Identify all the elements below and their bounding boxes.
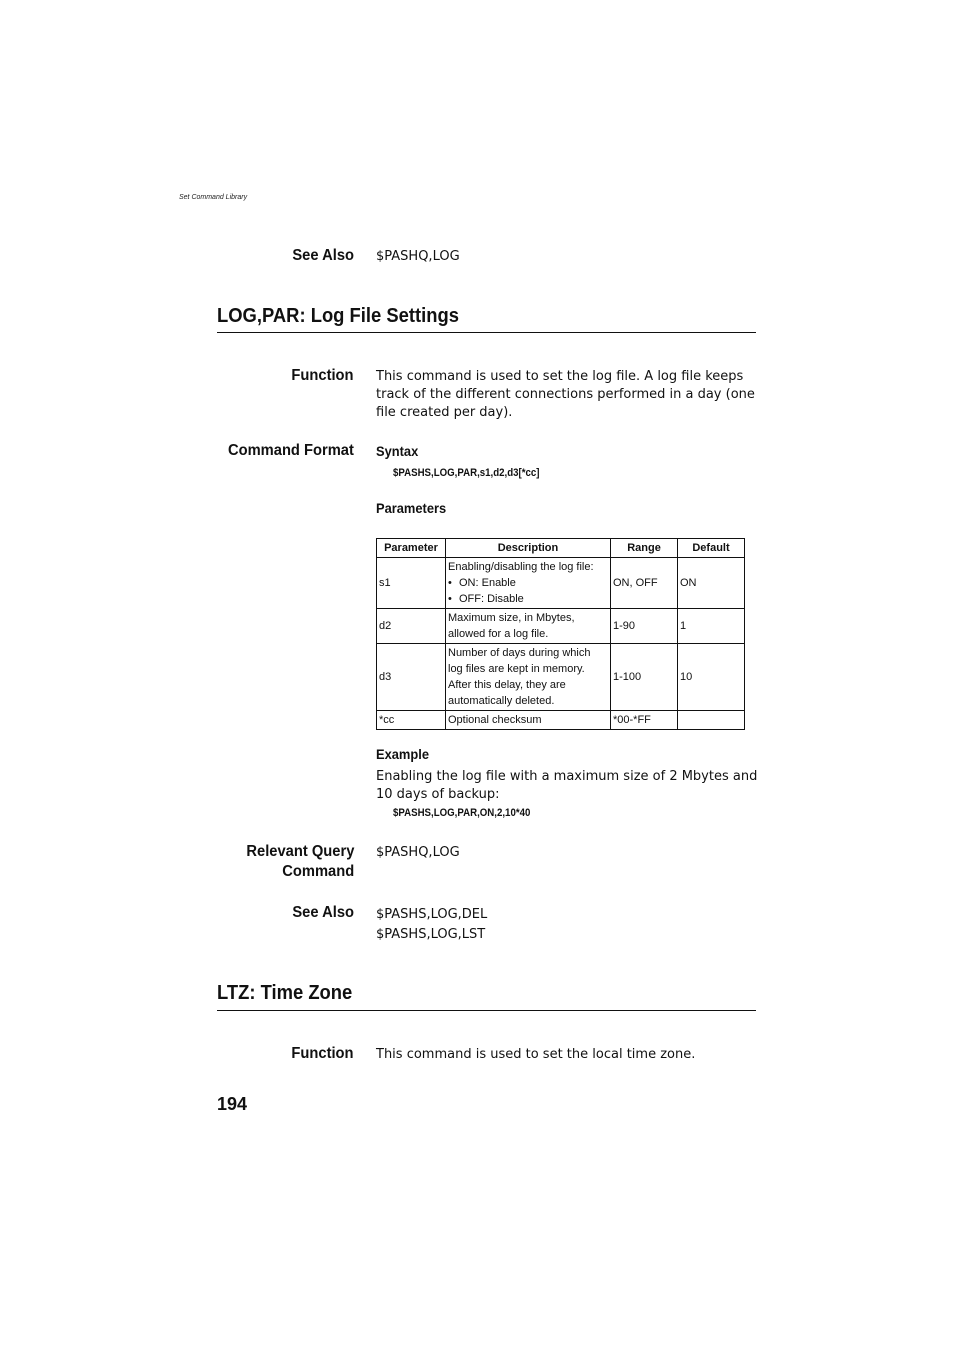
range-cell: *00-*FF xyxy=(611,711,678,730)
description-text: Enabling/disabling the log file: xyxy=(448,561,594,573)
see-also-label: See Also xyxy=(292,904,354,921)
table-row xyxy=(377,558,745,609)
table-header-cell: Parameter xyxy=(377,539,446,558)
see-also-item: $PASHS,LOG,DEL xyxy=(376,907,488,922)
relevant-query-label-line2: Command xyxy=(282,863,354,880)
function-text-ltz: This command is used to set the local time zone. xyxy=(376,1047,696,1062)
range-cell: 1-100 xyxy=(611,644,678,711)
syntax-heading: Syntax xyxy=(376,443,419,459)
function-label-ltz: Function xyxy=(291,1045,354,1062)
table-header-cell: Range xyxy=(611,539,678,558)
default-cell: 10 xyxy=(678,644,745,711)
top-see-also-value: $PASHQ,LOG xyxy=(376,249,460,264)
range-cell: 1-90 xyxy=(611,609,678,644)
command-format-label: Command Format xyxy=(228,442,354,459)
default-cell: 1 xyxy=(678,609,745,644)
top-see-also-label: See Also xyxy=(292,247,354,264)
description-cell: Maximum size, in Mbytes, allowed for a log file. xyxy=(446,609,611,644)
table-header-cell: Description xyxy=(446,539,611,558)
bullet-item: • OFF: Disable xyxy=(448,591,608,607)
see-also-item: $PASHS,LOG,LST xyxy=(376,927,486,942)
example-code: $PASHS,LOG,PAR,ON,2,10*40 xyxy=(393,807,531,819)
see-also-values xyxy=(376,905,758,945)
parameters-heading: Parameters xyxy=(376,500,447,516)
param-cell: *cc xyxy=(377,711,446,730)
syntax-code: $PASHS,LOG,PAR,s1,d2,d3[*cc] xyxy=(393,467,540,479)
range-cell: ON, OFF xyxy=(611,558,678,609)
page-number: 194 xyxy=(217,1094,248,1114)
example-text: Enabling the log file with a maximum size of 2 Mbytes and 10 days of backup: xyxy=(376,769,758,802)
section-rule xyxy=(217,332,756,333)
description-bullets xyxy=(448,575,608,607)
relevant-query-value: $PASHQ,LOG xyxy=(376,845,460,860)
function-label: Function xyxy=(291,367,354,384)
description-cell: Optional checksum xyxy=(446,711,611,730)
param-cell: s1 xyxy=(377,558,446,609)
param-cell: d3 xyxy=(377,644,446,711)
section-title-log-par: LOG,PAR: Log File Settings xyxy=(217,305,459,327)
bullet-item: • ON: Enable xyxy=(448,575,608,591)
description-cell: Number of days during which log files are kept in memory. After this delay, they are automatically deleted. xyxy=(446,644,611,711)
table-row xyxy=(377,644,745,711)
description-cell xyxy=(446,558,611,609)
example-heading: Example xyxy=(376,746,429,762)
section-title-ltz: LTZ: Time Zone xyxy=(217,982,353,1004)
table-header-row xyxy=(377,539,745,558)
table-row xyxy=(377,711,745,730)
running-header: Set Command Library xyxy=(179,194,248,201)
table-header-cell: Default xyxy=(678,539,745,558)
default-cell xyxy=(678,711,745,730)
default-cell: ON xyxy=(678,558,745,609)
relevant-query-label-line1: Relevant Query xyxy=(246,843,354,860)
table-row xyxy=(377,609,745,644)
section-rule xyxy=(217,1010,756,1011)
param-cell: d2 xyxy=(377,609,446,644)
parameters-table xyxy=(376,538,745,730)
function-text: This command is used to set the log file. A log file keeps track of the different connections performed in a day (one file created per day). xyxy=(376,369,755,420)
